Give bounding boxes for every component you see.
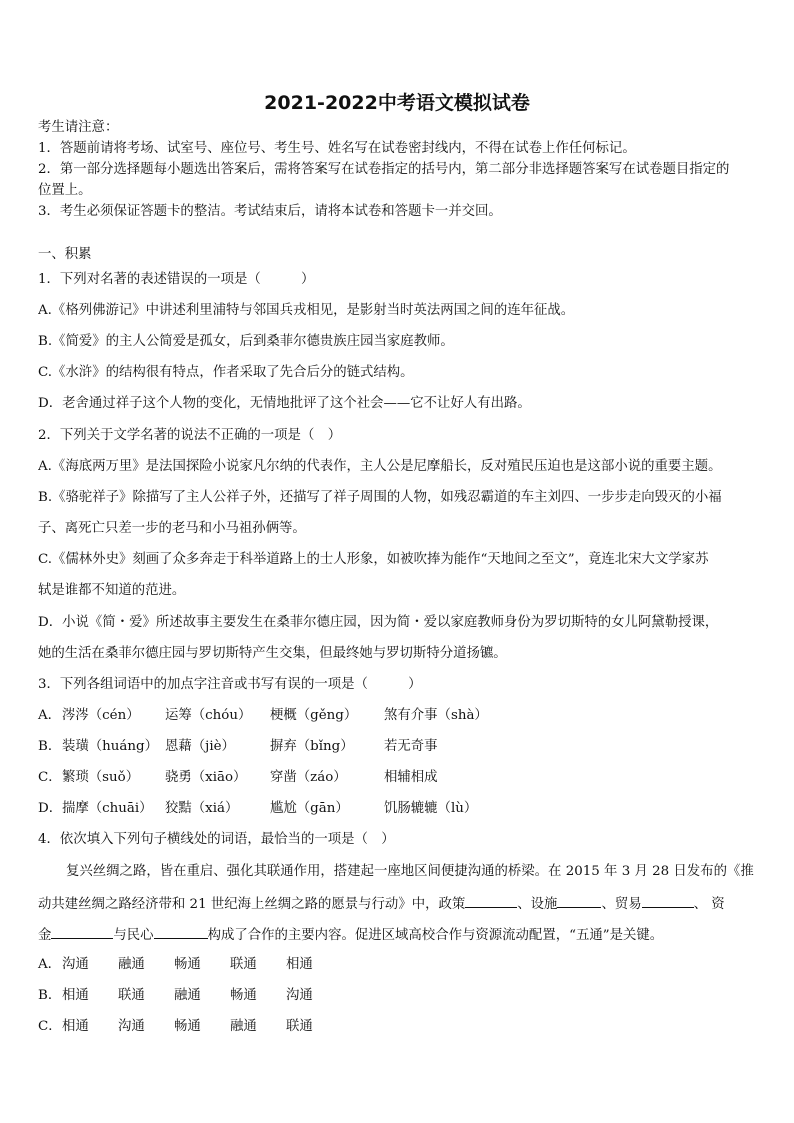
question-1-option-a: A.《格列佛游记》中讲述利里浦特与邻国兵戎相见，是影射当时英法两国之间的连年征战。 xyxy=(38,303,575,318)
question-4-stem: 4．依次填入下列句子横线处的词语，最恰当的一项是（ ） xyxy=(38,832,395,847)
passage-text: 、 资 xyxy=(693,897,725,912)
passage-text: 、设施 xyxy=(517,897,558,912)
question-4-passage-line: 复兴丝绸之路，皆在重启、强化其联通作用，搭建起一座地区间便捷沟通的桥梁。在 2015 年 3 月 28 日发布的《推 xyxy=(66,864,754,879)
passage-text: 与民心 xyxy=(113,928,154,943)
page-title: 2021-2022中考语文模拟试卷 xyxy=(264,92,530,114)
option-label: B． xyxy=(38,739,62,754)
word-item: 相通 xyxy=(286,957,313,972)
option-label: A． xyxy=(38,957,62,972)
word-item: 若无奇事 xyxy=(384,739,438,754)
question-1-stem: 1．下列对名著的表述错误的一项是（ ） xyxy=(38,272,315,287)
word-item: 相辅相成 xyxy=(384,770,438,785)
word-item: 饥肠辘辘（lù） xyxy=(384,801,478,816)
option-label: B． xyxy=(38,988,62,1003)
notice-item: 1．答题前请将考场、试室号、座位号、考生号、姓名写在试卷密封线内，不得在试卷上作任何标记。 xyxy=(38,141,636,156)
notice-heading: 考生请注意： xyxy=(38,120,119,135)
question-1-option-b: B.《简爱》的主人公简爱是孤女，后到桑菲尔德贵族庄园当家庭教师。 xyxy=(38,334,454,349)
word-item: 畅通 xyxy=(174,957,201,972)
word-item: 沟通 xyxy=(286,988,313,1003)
question-4-passage-line xyxy=(38,893,762,915)
word-item: 涔涔（cén） xyxy=(62,708,140,723)
word-item: 融通 xyxy=(230,1019,257,1034)
passage-text: 金 xyxy=(38,928,52,943)
question-2-line: D．小说《简・爱》所述故事主要发生在桑菲尔德庄园，因为简・爱以家庭教师身份为罗切斯特的女儿阿黛勒授课， xyxy=(38,615,719,630)
fill-blank[interactable] xyxy=(465,893,517,908)
word-item: 恩藉（jiè） xyxy=(165,739,235,754)
word-item: 摒弃（bǐng） xyxy=(270,739,354,754)
word-item: 装璜（huáng） xyxy=(62,739,158,754)
option-label: C． xyxy=(38,770,62,785)
word-item: 融通 xyxy=(118,957,145,972)
word-item: 梗概（gěng） xyxy=(270,708,358,723)
question-1-option-c: C.《水浒》的结构很有特点，作者采取了先合后分的链式结构。 xyxy=(38,365,414,380)
word-item: 揣摩（chuāi） xyxy=(62,801,153,816)
passage-text: 构成了合作的主要内容。促进区域高校合作与资源流动配置，“五通”是关键。 xyxy=(207,928,664,943)
option-label: A． xyxy=(38,708,62,723)
fill-blank[interactable] xyxy=(642,893,694,908)
fill-blank[interactable] xyxy=(51,924,113,939)
word-item: 相通 xyxy=(62,1019,89,1034)
option-label: D． xyxy=(38,801,63,816)
word-item: 畅通 xyxy=(174,1019,201,1034)
word-item: 繁琐（suǒ） xyxy=(62,770,140,785)
word-item: 联通 xyxy=(230,957,257,972)
word-item: 沟通 xyxy=(118,1019,145,1034)
question-1-option-d: D．老舍通过祥子这个人物的变化，无情地批评了这个社会——它不让好人有出路。 xyxy=(38,396,531,411)
word-item: 尴尬（gān） xyxy=(270,801,349,816)
word-item: 穿凿（záo） xyxy=(270,770,347,785)
word-item: 骁勇（xiāo） xyxy=(165,770,247,785)
question-2-line: A.《海底两万里》是法国探险小说家凡尔纳的代表作，主人公是尼摩船长，反对殖民压迫也是这部小说的重要主题。 xyxy=(38,459,722,474)
question-2-line: 轼是谁都不知道的范进。 xyxy=(38,583,186,598)
word-item: 运筹（chóu） xyxy=(165,708,252,723)
section-heading: 一、积累 xyxy=(38,247,92,262)
word-item: 狡黠（xiá） xyxy=(165,801,239,816)
question-2-line: 她的生活在桑菲尔德庄园与罗切斯特产生交集，但最终她与罗切斯特分道扬镳。 xyxy=(38,646,507,661)
notice-item: 2．第一部分选择题每小题选出答案后，需将答案写在试卷指定的括号内，第二部分非选择题答案写在试卷题目指定的 xyxy=(38,162,730,177)
question-2-line: 子、离死亡只差一步的老马和小马祖孙俩等。 xyxy=(38,521,306,536)
fill-blank[interactable] xyxy=(154,924,208,939)
notice-item: 位置上。 xyxy=(38,183,92,198)
word-item: 畅通 xyxy=(230,988,257,1003)
passage-text: 、贸易 xyxy=(601,897,642,912)
notice-item: 3．考生必须保证答题卡的整洁。考试结束后，请将本试卷和答题卡一并交回。 xyxy=(38,204,502,219)
word-item: 联通 xyxy=(118,988,145,1003)
question-2-stem: 2．下列关于文学名著的说法不正确的一项是（ ） xyxy=(38,428,342,443)
question-3-stem: 3．下列各组词语中的加点字注音或书写有误的一项是（ ） xyxy=(38,677,422,692)
question-2-line: B.《骆驼祥子》除描写了主人公祥子外，还描写了祥子周围的人物，如残忍霸道的车主刘四、一步步走向毁灭的小福 xyxy=(38,490,722,505)
word-item: 相通 xyxy=(62,988,89,1003)
word-item: 沟通 xyxy=(62,957,89,972)
fill-blank[interactable] xyxy=(557,893,601,908)
question-4-passage-line xyxy=(38,924,762,946)
passage-text: 动共建丝绸之路经济带和 21 世纪海上丝绸之路的愿景与行动》中，政策 xyxy=(38,897,466,912)
word-item: 联通 xyxy=(286,1019,313,1034)
option-label: C． xyxy=(38,1019,62,1034)
word-item: 融通 xyxy=(174,988,201,1003)
word-item: 煞有介事（shà） xyxy=(384,708,488,723)
question-2-line: C.《儒林外史》刻画了众多奔走于科举道路上的士人形象，如被吹捧为能作“天地间之至文”，竟连北宋大文学家苏 xyxy=(38,552,709,567)
